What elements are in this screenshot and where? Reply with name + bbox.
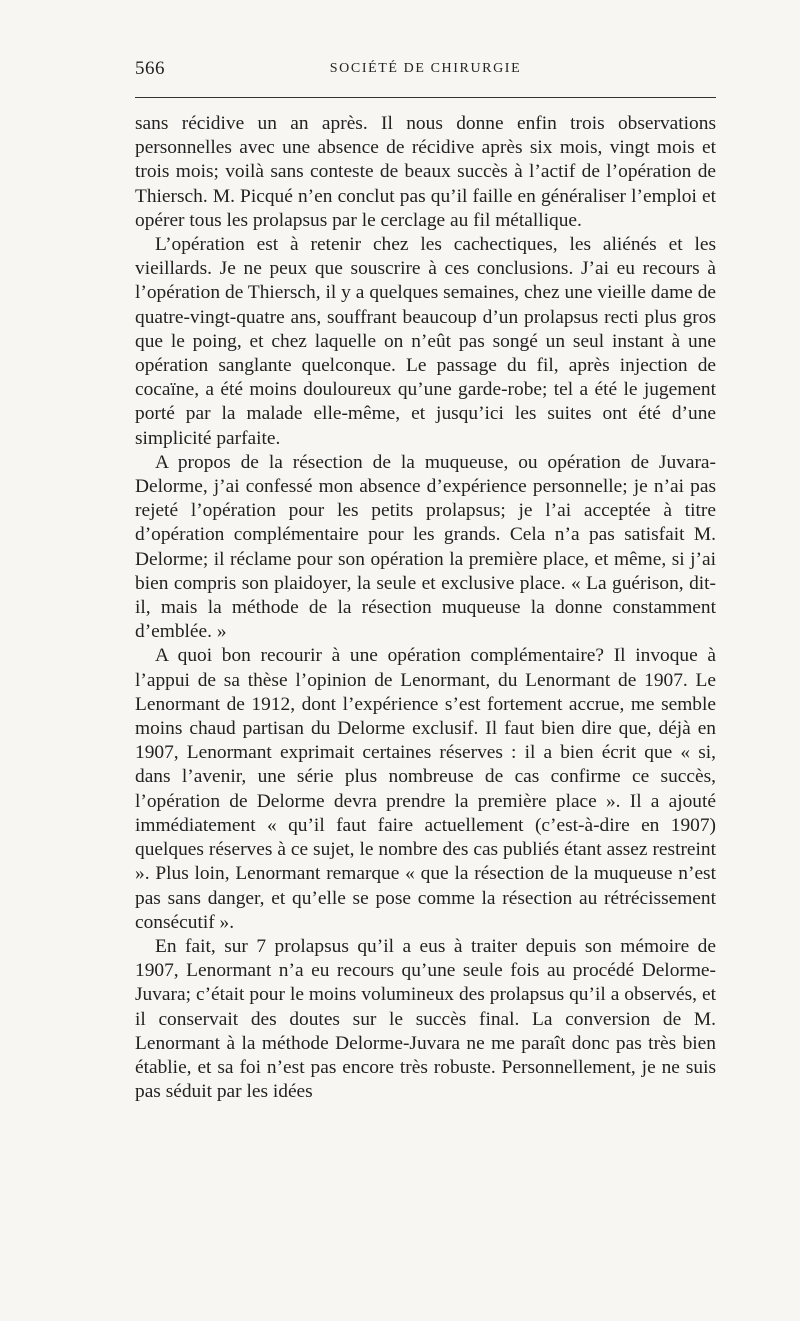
- paragraph: sans récidive un an après. Il nous donne enfin trois observations personnelles avec une absence de récidive après six mois, vingt mois et trois mois; voilà sans conteste de beaux succès à l’actif de l’opération de Thiersch. M. Picqué n’en conclut pas qu’il faille en généraliser l’emploi et opérer tous les prolapsus par le cerclage au fil métallique.: [135, 113, 716, 231]
- paragraph: En fait, sur 7 prolapsus qu’il a eus à traiter depuis son mémoire de 1907, Lenormant n’a eu recours qu’une seule fois au procédé Delorme-Juvara; c’était pour le moins volumineux des prolapsus qu’il a observés, et il conservait des doutes sur le succès final. La conversion de M. Lenormant à la méthode Delorme-Juvara ne me paraît donc pas très bien établie, et sa foi n’est pas encore très robuste. Personnellement, je ne suis pas séduit par les idées: [135, 935, 716, 1103]
- paragraph: A propos de la résection de la muqueuse, ou opération de Juvara-Delorme, j’ai confessé mon absence d’expérience personnelle; je n’ai pas rejeté l’opération pour les petits prolapsus; je l’ai acceptée à titre d’opération complémentaire pour les grands. Cela n’a pas satisfait M. Delorme; il réclame pour son opération la première place, et même, si j’ai bien compris son plaidoyer, la seule et exclusive place. « La guérison, dit-il, mais la méthode de la résection muqueuse la donne constamment d’emblée. »: [135, 451, 716, 643]
- paragraph: A quoi bon recourir à une opération complémentaire? Il invoque à l’appui de sa thèse l’opinion de Lenormant, du Lenormant de 1907. Le Lenormant de 1912, dont l’expérience s’est fortement accrue, me semble moins chaud partisan du Delorme exclusif. Il faut bien dire que, déjà en 1907, Lenormant exprimait certaines réserves : il a bien écrit que « si, dans l’avenir, une série plus nombreuse de cas confirme ce succès, l’opération de Delorme devra prendre la première place ». Il a ajouté immédiatement « qu’il faut faire actuellement (c’est-à-dire en 1907) quelques réserves à ce sujet, le nombre des cas publiés étant assez restreint ». Plus loin, Lenormant remarque « que la résection de la muqueuse n’est pas sans danger, et qu’elle se pose comme la résection au rétrécissement consécutif ».: [135, 645, 716, 933]
- page-number: 566: [135, 58, 165, 79]
- paragraph: L’opération est à retenir chez les cachectiques, les aliénés et les vieillards. Je ne peux que souscrire à ces conclusions. J’ai eu recours à l’opération de Thiersch, il y a quelques semaines, chez une vieille dame de quatre-vingt-quatre ans, souffrant beaucoup d’un prolapsus recti plus gros que le poing, et chez laquelle on n’eût pas songé un seul instant à une opération sanglante quelconque. Le passage du fil, après injection de cocaïne, a été moins douloureux qu’une garde-robe; tel a été le jugement porté par la malade elle-même, et jusqu’ici les suites ont été d’une simplicité parfaite.: [135, 234, 716, 449]
- body-text: [135, 112, 716, 1104]
- page-header: [135, 58, 716, 86]
- running-title: SOCIÉTÉ DE CHIRURGIE: [329, 61, 522, 76]
- header-rule: [135, 97, 716, 98]
